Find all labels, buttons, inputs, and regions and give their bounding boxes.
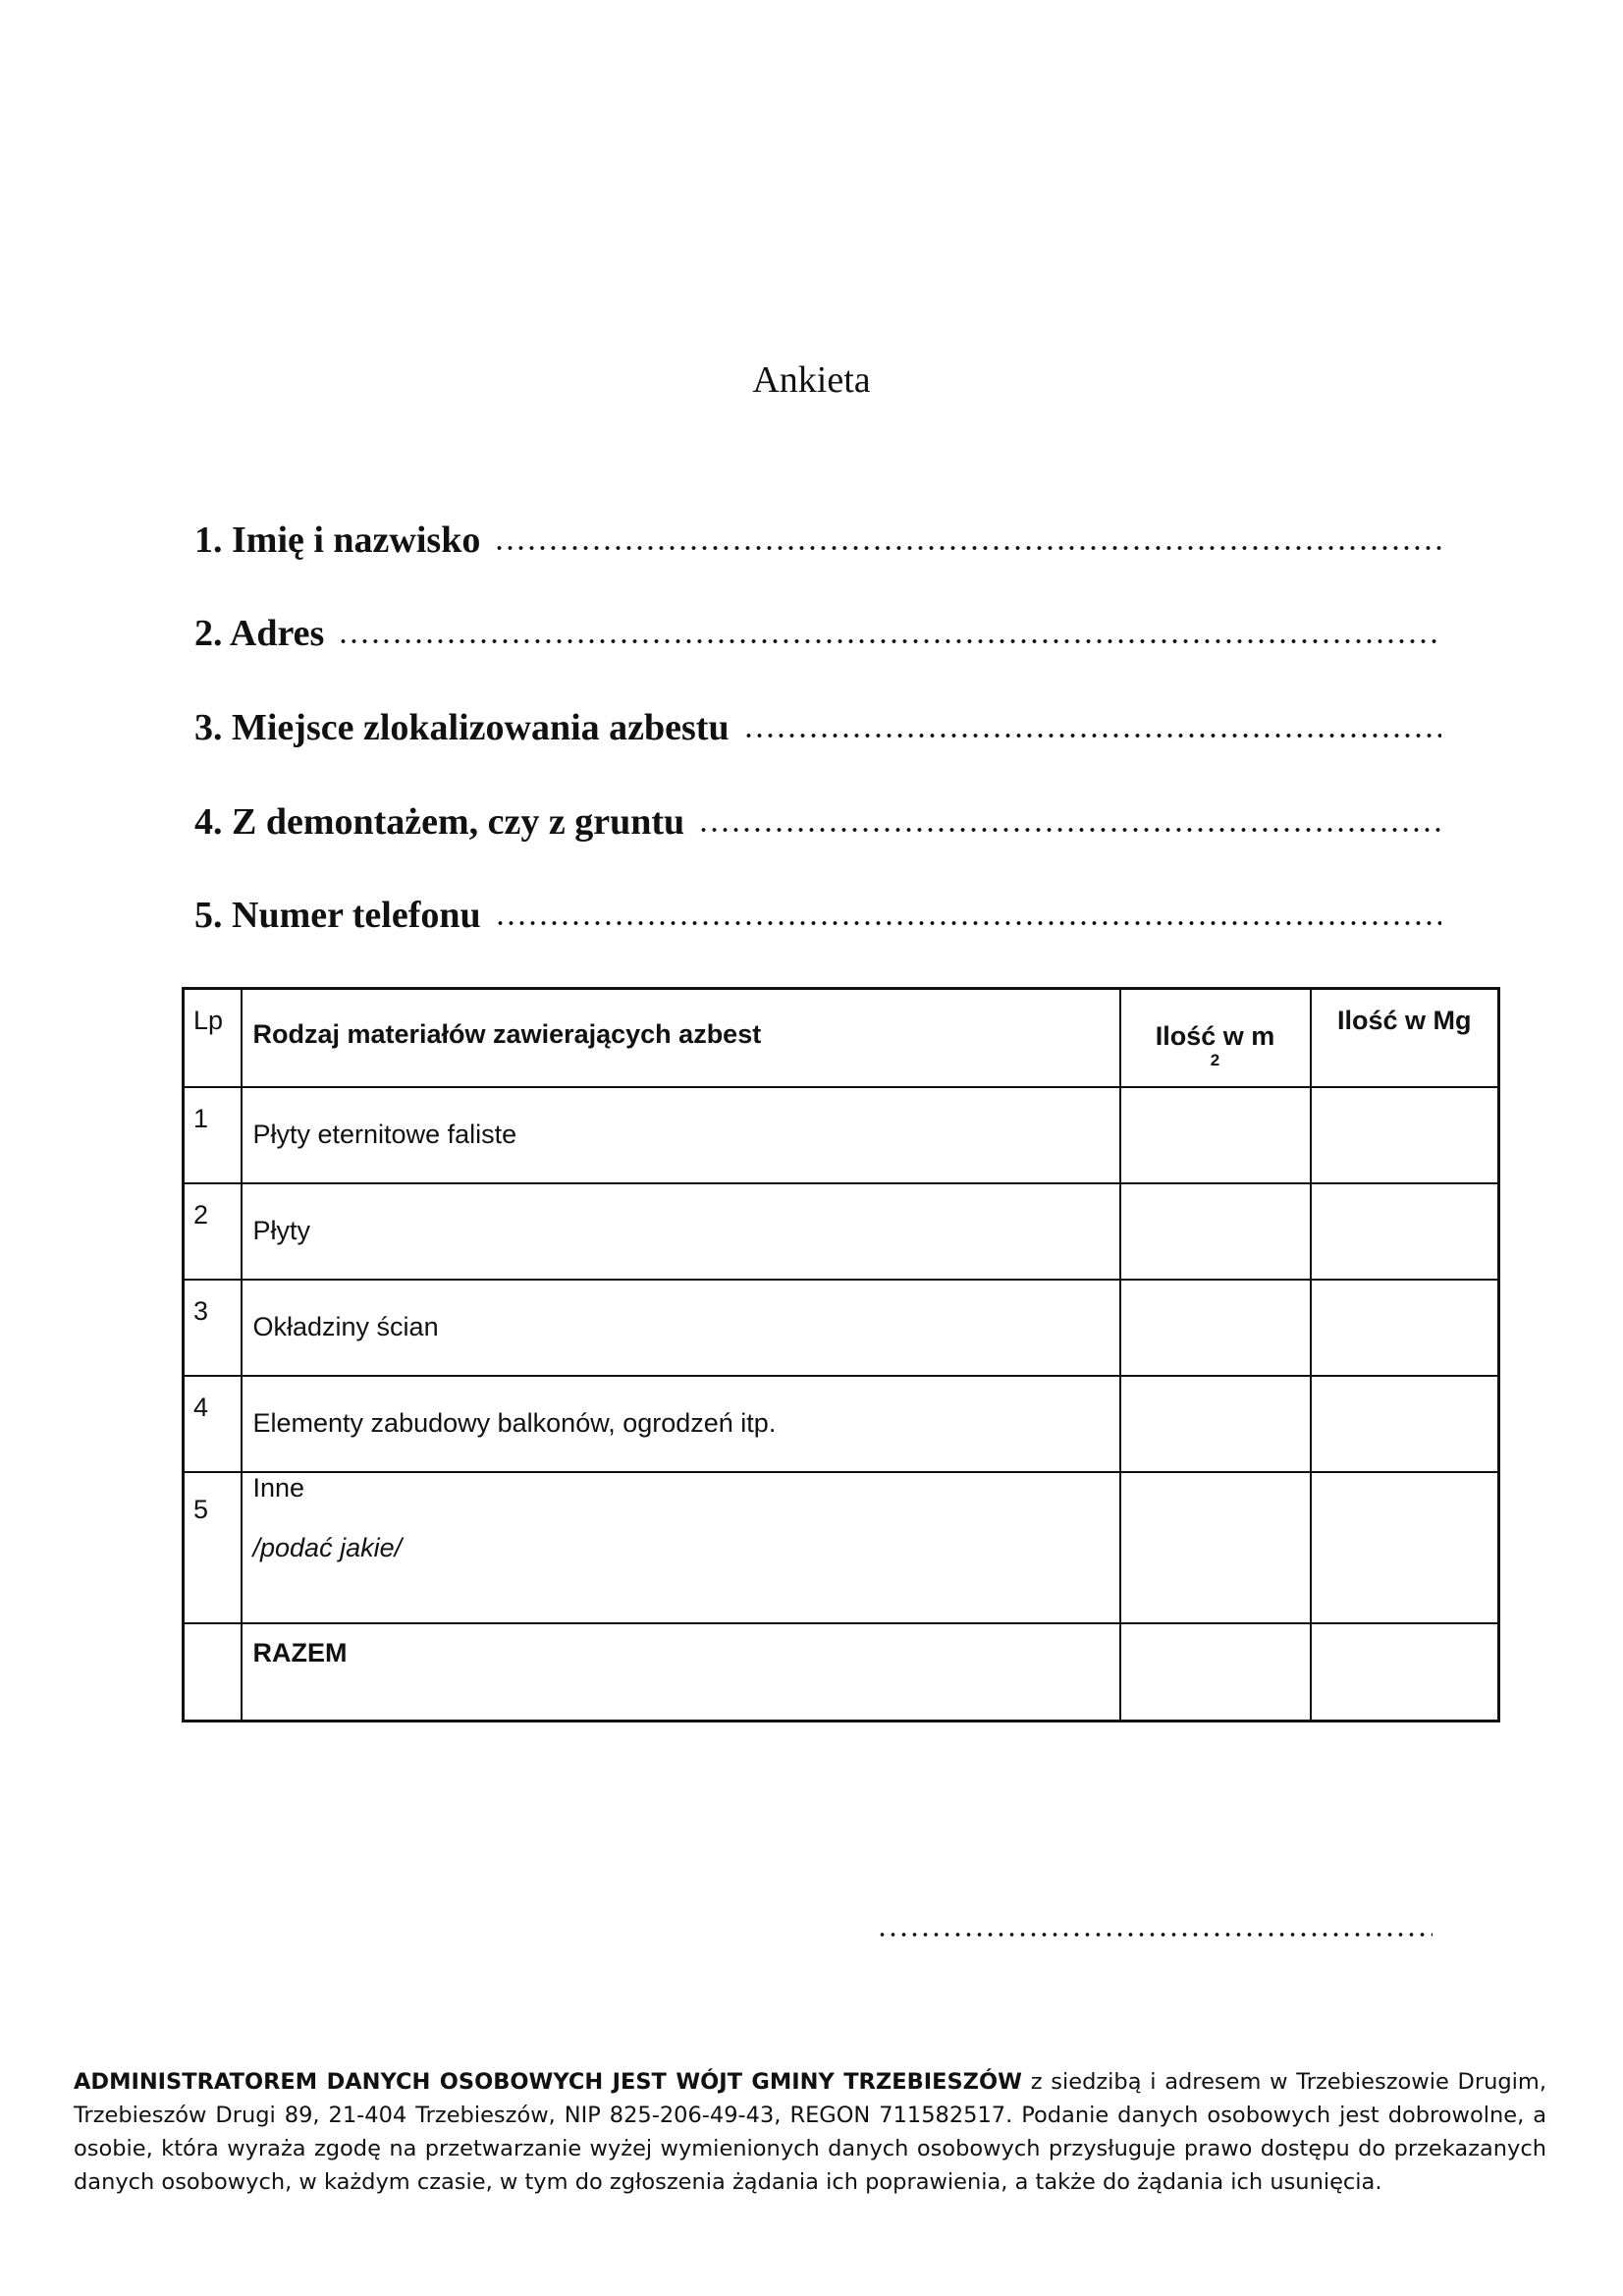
row-mg-input[interactable] <box>1311 1472 1499 1623</box>
page-title: Ankieta <box>752 359 871 401</box>
phone-field[interactable] <box>194 894 1441 949</box>
table-row <box>184 1183 1499 1280</box>
name-field-label: 1. Imię i nazwisko <box>194 519 481 561</box>
row-lp: 4 <box>184 1376 242 1472</box>
table-header-row <box>184 989 1499 1087</box>
asbestos-location-field-label: 3. Miejsce zlokalizowania azbestu <box>194 707 730 748</box>
header-quantity-m2: Ilość w m $^2$ <box>1120 989 1311 1087</box>
row-m2-input[interactable] <box>1120 1376 1311 1472</box>
header-lp: Lp <box>184 989 242 1087</box>
row-material: Okładziny ścian <box>242 1280 1120 1376</box>
table-row <box>184 1376 1499 1472</box>
row-lp: 5 <box>184 1472 242 1623</box>
row-lp: 2 <box>184 1183 242 1280</box>
row-material: Płyty eternitowe faliste <box>242 1087 1120 1183</box>
table-row <box>184 1280 1499 1376</box>
name-field-dotted-line[interactable] <box>494 544 1441 552</box>
total-m2-input[interactable] <box>1120 1623 1311 1722</box>
total-row <box>184 1623 1499 1722</box>
total-row-lp <box>184 1623 242 1722</box>
row-m2-input[interactable] <box>1120 1472 1311 1623</box>
dismantling-field-dotted-line[interactable] <box>698 826 1441 834</box>
notice-administrator: ADMINISTRATOREM DANYCH OSOBOWYCH JEST WÓJT GMINY TRZEBIESZÓW <box>74 2069 1022 2095</box>
row-material-note: /podać jakie/ <box>252 1532 403 1562</box>
row-mg-input[interactable] <box>1311 1280 1499 1376</box>
row-m2-input[interactable] <box>1120 1087 1311 1183</box>
row-m2-input[interactable] <box>1120 1183 1311 1280</box>
total-label: RAZEM <box>242 1623 1120 1722</box>
row-material: Elementy zabudowy balkonów, ogrodzeń itp. <box>242 1376 1120 1472</box>
address-field[interactable] <box>194 612 1441 667</box>
row-lp: 3 <box>184 1280 242 1376</box>
dismantling-field[interactable] <box>194 800 1441 855</box>
phone-field-label: 5. Numer telefonu <box>194 895 481 936</box>
row-mg-input[interactable] <box>1311 1087 1499 1183</box>
asbestos-location-field[interactable] <box>194 706 1441 761</box>
row-m2-input[interactable] <box>1120 1280 1311 1376</box>
asbestos-location-field-dotted-line[interactable] <box>743 732 1441 739</box>
name-field[interactable] <box>194 519 1441 574</box>
data-privacy-notice <box>74 2065 1546 2199</box>
signature-line[interactable] <box>877 1931 1433 1939</box>
asbestos-materials-table <box>182 987 1500 1722</box>
table-row <box>184 1087 1499 1183</box>
header-quantity-mg: Ilość w Mg <box>1311 989 1499 1087</box>
row-material: Inne /podać jakie/ <box>242 1472 1120 1623</box>
phone-field-dotted-line[interactable] <box>495 919 1441 927</box>
header-material: Rodzaj materiałów zawierających azbest <box>242 989 1120 1087</box>
address-field-label: 2. Adres <box>194 613 325 654</box>
total-mg-input[interactable] <box>1311 1623 1499 1722</box>
table-row <box>184 1472 1499 1623</box>
dismantling-field-label: 4. Z demontażem, czy z gruntu <box>194 801 685 843</box>
notice-text: z siedzibą i adresem w Trzebieszowie Drugim, Trzebieszów Drugi 89, 21-404 Trzebieszów, NIP 825-206-49-43, REGON 711582517. Podanie danych osobowych jest dobrowolne, a osobie, która wyraża zgodę na przetwarzanie wyżej wymienionych danych osobowych przysługuje prawo dostępu do przekazanych danych osobowych, w każdym czasie, w tym do zgłoszenia żądania ich poprawienia, a także do żądania ich usunięcia. <box>74 2069 1546 2195</box>
address-field-dotted-line[interactable] <box>338 637 1441 645</box>
row-lp: 1 <box>184 1087 242 1183</box>
row-material: Płyty <box>242 1183 1120 1280</box>
row-mg-input[interactable] <box>1311 1376 1499 1472</box>
row-mg-input[interactable] <box>1311 1183 1499 1280</box>
